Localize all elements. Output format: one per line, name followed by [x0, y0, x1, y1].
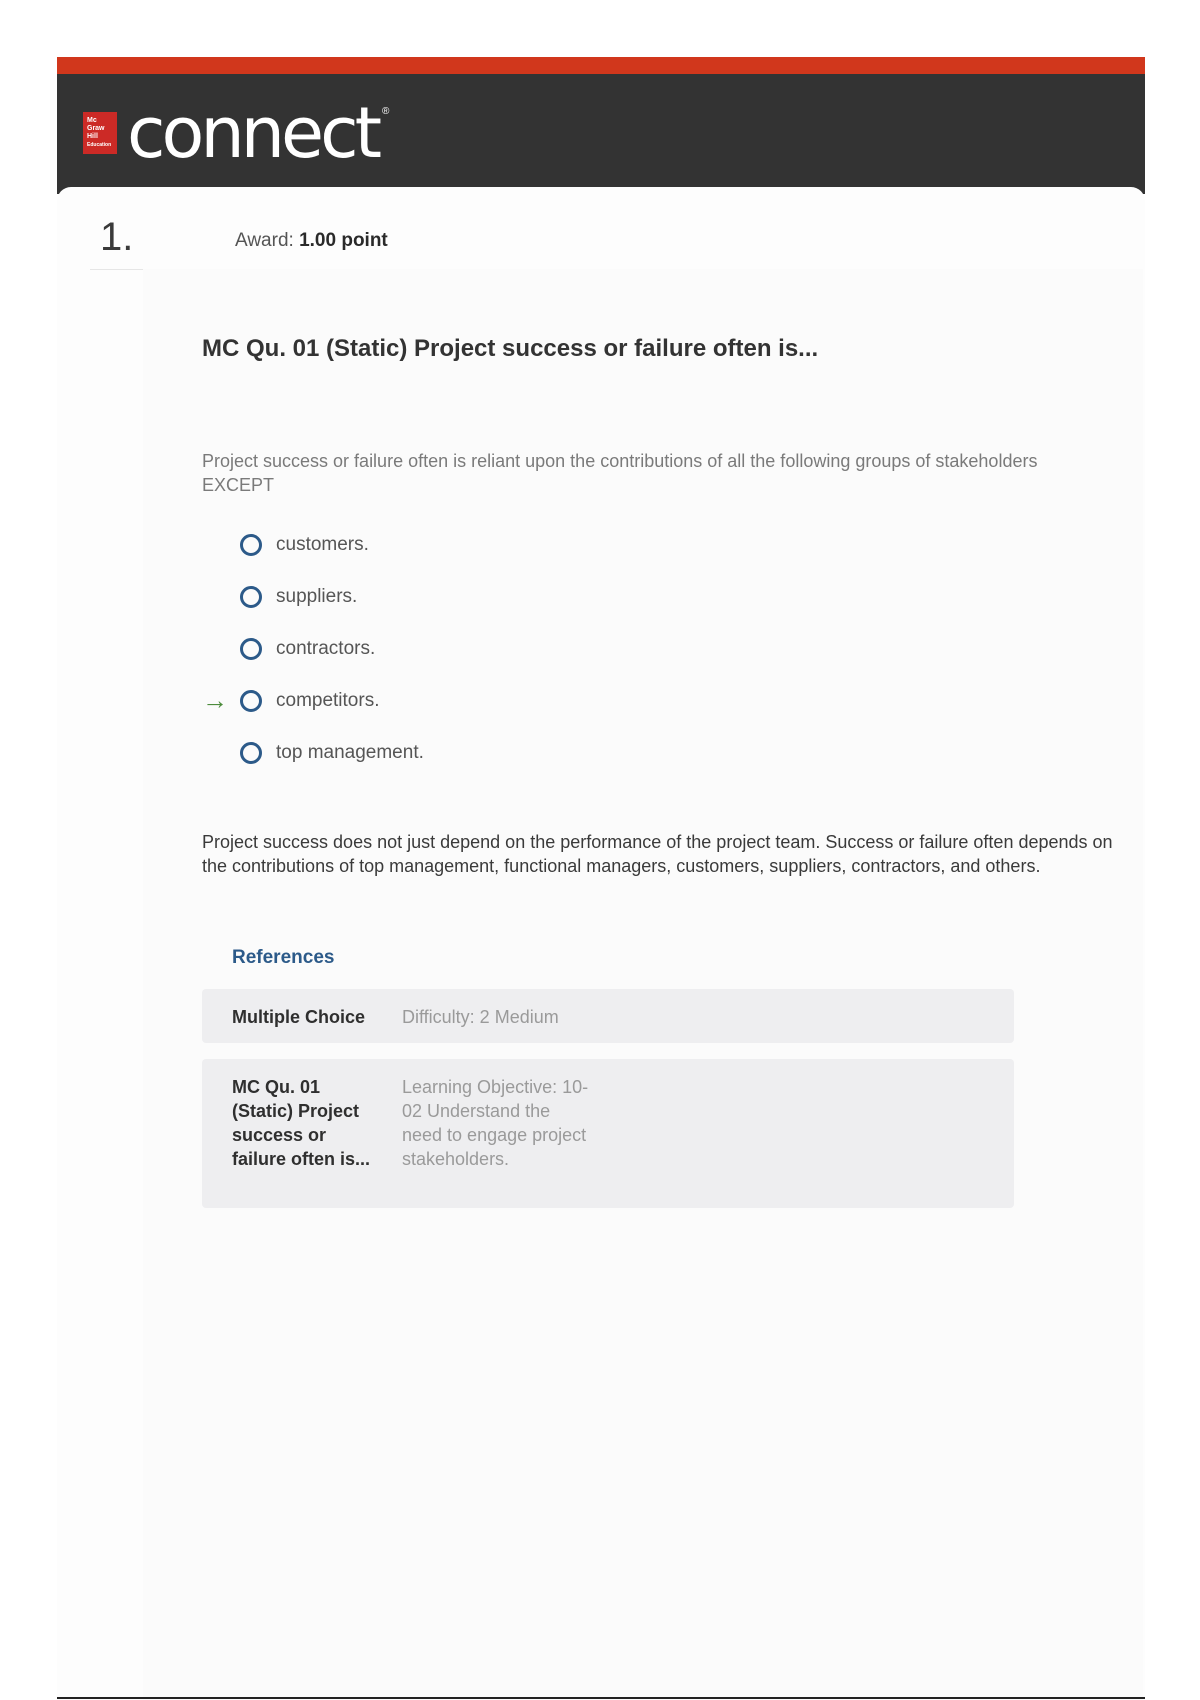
- explanation-text: Project success does not just depend on the performance of the project team. Success or failure often depends on the contributions of top management, functional managers, customers, suppliers, contractors, and others.: [202, 832, 1113, 876]
- mcgraw-hill-logo: [83, 112, 117, 154]
- award-info: [235, 230, 388, 252]
- answer-option[interactable]: [202, 623, 802, 675]
- option-label: competitors.: [276, 690, 380, 711]
- radio-icon[interactable]: [240, 638, 262, 660]
- option-label: suppliers.: [276, 586, 358, 607]
- logo-line: Hill: [87, 133, 98, 140]
- answer-option[interactable]: [202, 727, 802, 779]
- references-link[interactable]: References: [232, 947, 335, 968]
- answer-option[interactable]: [202, 571, 802, 623]
- reference-type: MC Qu. 01 (Static) Project success or failure often is...: [232, 1077, 371, 1169]
- option-label: top management.: [276, 742, 424, 763]
- question-title: MC Qu. 01 (Static) Project success or failure often is...: [202, 335, 819, 362]
- accent-bar: [57, 57, 1145, 74]
- app-header: [57, 74, 1145, 194]
- reference-type: Multiple Choice: [232, 1007, 366, 1027]
- radio-icon[interactable]: [240, 690, 262, 712]
- answer-options: [202, 519, 802, 779]
- reference-detail: Learning Objective: 10-02 Understand the need to engage project stakeholders.: [402, 1077, 589, 1169]
- radio-icon[interactable]: [240, 534, 262, 556]
- logo-line: Education: [87, 142, 112, 148]
- question-prompt: Project success or failure often is reliant upon the contributions of all the following groups of stakeholders EXCEPT: [202, 451, 1038, 495]
- bottom-divider: [57, 1697, 1145, 1699]
- page-frame: [57, 57, 1145, 1700]
- logo-line: Mc: [87, 117, 97, 124]
- question-card: [57, 187, 1145, 1700]
- question-number: 1.: [100, 215, 134, 259]
- reference-detail: Difficulty: 2 Medium: [402, 1007, 559, 1027]
- reference-row: [202, 989, 1014, 1043]
- brand: [83, 92, 390, 174]
- registered-mark: ®: [382, 106, 390, 117]
- option-label: contractors.: [276, 638, 376, 659]
- question-header: [90, 187, 1132, 270]
- answer-option[interactable]: [202, 519, 802, 571]
- option-label: customers.: [276, 534, 369, 555]
- arrow-right-icon: →: [202, 685, 228, 715]
- radio-icon[interactable]: [240, 742, 262, 764]
- radio-icon[interactable]: [240, 586, 262, 608]
- logo-line: Graw: [87, 125, 105, 132]
- reference-row: [202, 1059, 1014, 1208]
- award-label: Award:: [235, 230, 294, 251]
- connect-wordmark: connect: [127, 92, 379, 174]
- answer-option[interactable]: [202, 675, 802, 727]
- award-value: 1.00 point: [299, 230, 388, 251]
